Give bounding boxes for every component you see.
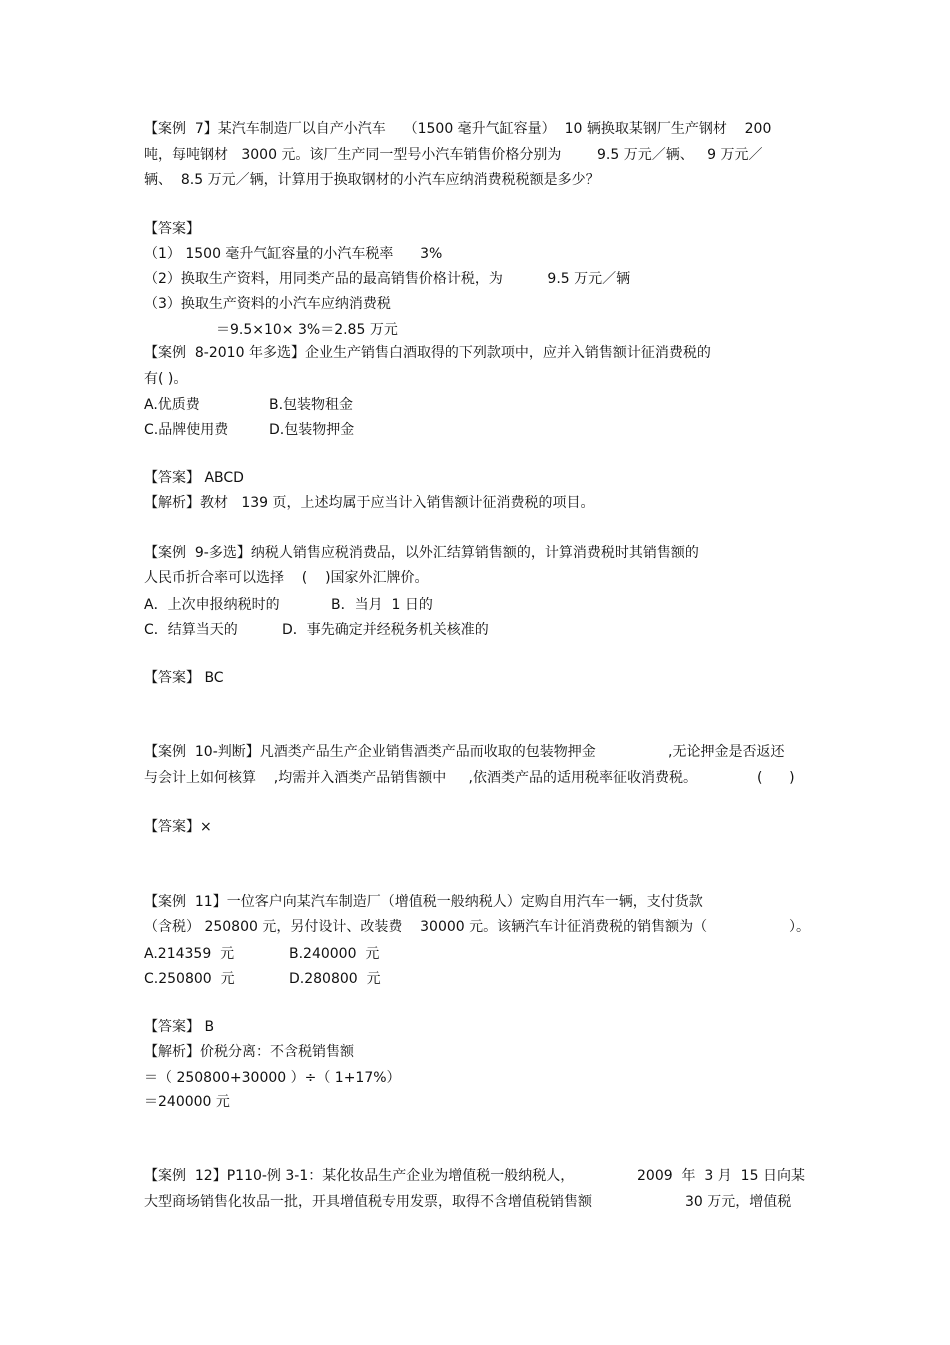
- case9-question-line1: 【案例 9-多选】纳税人销售应税消费品，以外汇结算销售额的，计算消费税时其销售额的: [144, 545, 699, 561]
- case11-calc-line2: ＝240000 元: [144, 1094, 230, 1110]
- case11-question-line2: （含税） 250800 元，另付设计、改装费 30000 元。该辆汽车计征消费税的销售额为（: [144, 919, 708, 935]
- case9-answer: 【答案】 BC: [144, 670, 224, 686]
- case7-answer-line3: （3）换取生产资料的小汽车应纳消费税: [144, 296, 391, 312]
- case8-answer: 【答案】 ABCD: [144, 470, 244, 486]
- case7-question-line1: 【案例 7】某汽车制造厂以自产小汽车 （1500 毫升气缸容量） 10 辆换取某钢厂生产钢材 200: [144, 121, 772, 137]
- case12-question-line1-tail: 2009 年 3 月 15 日向某: [637, 1168, 805, 1184]
- case8-analysis: 【解析】教材 139 页，上述均属于应当计入销售额计征消费税的项目。: [144, 495, 595, 511]
- case11-option-a: A.214359 元: [144, 946, 235, 962]
- case9-option-b: B．当月 1 日的: [331, 597, 433, 613]
- case11-option-d: D.280800 元: [289, 971, 381, 987]
- case8-option-c: C.品牌使用费: [144, 422, 229, 438]
- case7-question-line3: 辆、 8.5 万元／辆，计算用于换取钢材的小汽车应纳消费税税额是多少？: [144, 172, 600, 188]
- case8-option-d: D.包装物押金: [269, 422, 355, 438]
- case11-option-c: C.250800 元: [144, 971, 235, 987]
- case9-option-a: A．上次申报纳税时的: [144, 597, 280, 613]
- case11-calc-line1: ＝（ 250800+30000 ）÷（ 1+17%）: [144, 1070, 401, 1086]
- case11-option-b: B.240000 元: [289, 946, 380, 962]
- case12-question-line1: 【案例 12】P110-例 3-1：某化妆品生产企业为增值税一般纳税人，: [144, 1168, 575, 1184]
- case12-question-line2-tail: 30 万元，增值税: [685, 1194, 792, 1210]
- case7-answer-line4: ＝9.5×10× 3%＝2.85 万元: [216, 322, 398, 338]
- case10-question-line1-tail: ,无论押金是否返还: [668, 744, 785, 760]
- case10-question-line2: 与会计上如何核算 ,均需并入酒类产品销售额中 ,依酒类产品的适用税率征收消费税。: [144, 770, 697, 786]
- case8-question-line1: 【案例 8-2010 年多选】企业生产销售白酒取得的下列款项中，应并入销售额计征消费税的: [144, 345, 711, 361]
- case11-question-line2-tail: ）。: [789, 919, 810, 935]
- case11-question-line1: 【案例 11】一位客户向某汽车制造厂（增值税一般纳税人）定购自用汽车一辆，支付货款: [144, 894, 703, 910]
- case11-analysis: 【解析】价税分离：不含税销售额: [144, 1044, 354, 1060]
- case8-question-line2: 有( )。: [144, 371, 188, 387]
- case10-answer: 【答案】×: [144, 819, 212, 835]
- case7-answer-line2: （2）换取生产资料，用同类产品的最高销售价格计税，为 9.5 万元／辆: [144, 271, 631, 287]
- case7-question-line2: 吨，每吨钢材 3000 元。该厂生产同一型号小汽车销售价格分别为 9.5 万元／辆、 9 万元／: [144, 147, 763, 163]
- case9-option-d: D．事先确定并经税务机关核准的: [282, 622, 489, 638]
- case10-question-line1: 【案例 10-判断】凡酒类产品生产企业销售酒类产品而收取的包装物押金: [144, 744, 596, 760]
- case10-question-line2-tail: ( ): [757, 770, 795, 786]
- case8-option-a: A.优质费: [144, 397, 200, 413]
- case12-question-line2: 大型商场销售化妆品一批，开具增值税专用发票，取得不含增值税销售额: [144, 1194, 592, 1210]
- case9-question-line2: 人民币折合率可以选择 ( )国家外汇牌价。: [144, 570, 429, 586]
- case9-option-c: C．结算当天的: [144, 622, 238, 638]
- case11-answer: 【答案】 B: [144, 1019, 215, 1035]
- case7-answer-label: 【答案】: [144, 221, 200, 237]
- case8-option-b: B.包装物租金: [269, 397, 354, 413]
- case7-answer-line1: （1） 1500 毫升气缸容量的小汽车税率 3%: [144, 246, 443, 262]
